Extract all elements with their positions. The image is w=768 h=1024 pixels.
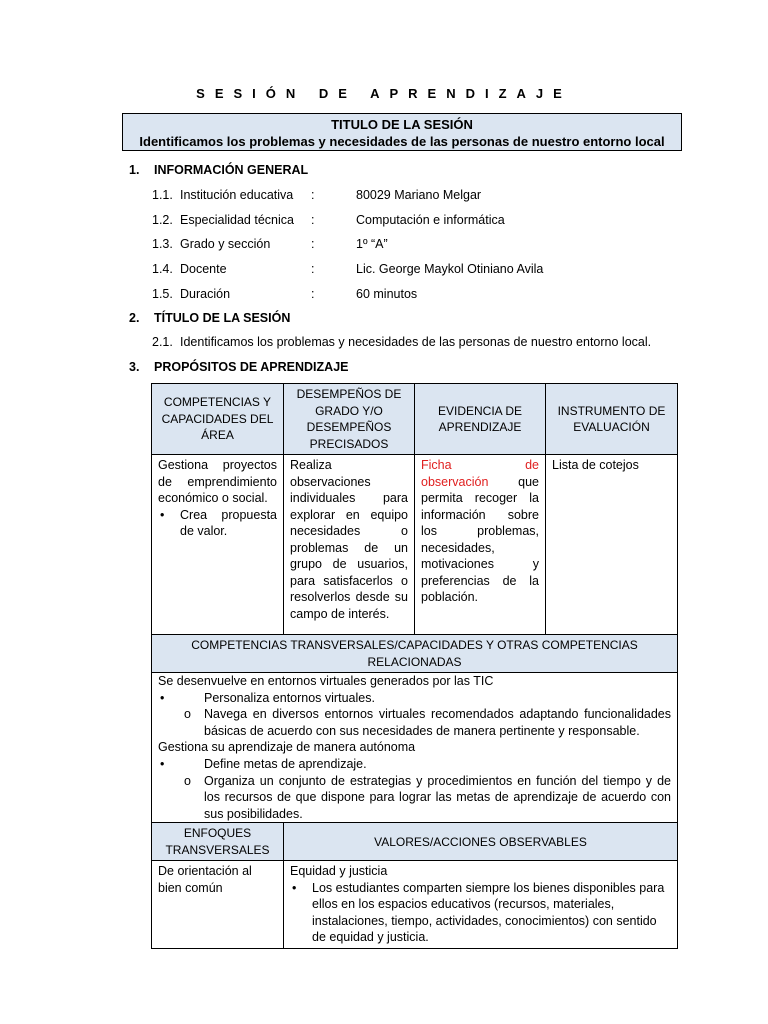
header-desempenos: DESEMPEÑOS DE GRADO Y/O DESEMPEÑOS PRECISADOS [284, 384, 415, 455]
info-label: Docente [180, 262, 227, 276]
info-colon: : [311, 213, 315, 227]
header-valores: VALORES/ACCIONES OBSERVABLES [284, 823, 678, 861]
cell-valores [284, 861, 678, 949]
info-value: 60 minutos [356, 287, 418, 301]
item-text: Identificamos los problemas y necesidades de las personas de nuestro entorno local. [180, 335, 652, 349]
cell-instrumento: Lista de cotejos [546, 455, 678, 635]
info-number: 1.4. [152, 262, 173, 276]
info-label: Duración [180, 287, 231, 301]
page-title: SESIÓN DE APRENDIZAJE [196, 86, 572, 101]
session-title-text: Identificamos los problemas y necesidades de las personas de nuestro entorno local [139, 134, 665, 149]
transversal-desempeno-1: o Navega en diversos entornos virtuales recomendados adaptando funcionalidades básicas de acuerdo con sus necesidades de manera pertinente y responsable. [158, 706, 671, 739]
header-competencias: COMPETENCIAS Y CAPACIDADES DEL ÁREA [152, 384, 284, 455]
info-colon: : [311, 188, 315, 202]
info-colon: : [311, 237, 315, 251]
transversal-header-row [152, 635, 678, 673]
evidencia-text: que permita recoger la información sobre los problemas, necesidades, motivaciones y preferencias de la población. [421, 474, 539, 604]
info-number: 1.1. [152, 188, 173, 202]
table-header-row [152, 384, 678, 455]
transversal-desempeno-2: o Organiza un conjunto de estrategias y procedimientos en función del tiempo y de los recursos de que dispone para lograr las metas de aprendizaje de acuerdo con sus posibilidades. [158, 773, 671, 823]
section-label: INFORMACIÓN GENERAL [154, 163, 309, 177]
section-number: 3. [129, 360, 140, 374]
header-instrumento: INSTRUMENTO DE EVALUACIÓN [546, 384, 678, 455]
session-title-box [122, 113, 682, 151]
evidencia-highlight: Ficha de observación [421, 458, 539, 489]
cell-transversales [152, 673, 678, 823]
header-transversales: COMPETENCIAS TRANSVERSALES/CAPACIDADES Y OTRAS COMPETENCIAS RELACIONADAS [152, 635, 678, 673]
info-number: 1.2. [152, 213, 173, 227]
info-value: Lic. George Maykol Otiniano Avila [356, 262, 544, 276]
header-enfoques: ENFOQUES TRANSVERSALES [152, 823, 284, 861]
transversal-competencia-2: Gestiona su aprendizaje de manera autónoma [158, 740, 416, 755]
competencia-text: Gestiona proyectos de emprendimiento económico o social. [158, 458, 277, 505]
info-value: 1º “A” [356, 237, 388, 251]
enfoques-row [152, 861, 678, 949]
section-number: 1. [129, 163, 140, 177]
table-row [152, 455, 678, 635]
accion-bullet: • Los estudiantes comparten siempre los bienes disponibles para ellos en los espacios educativos (recursos, materiales, instalaciones, tiempo, actividades, conocimientos) con sentido de equidad y justicia. [290, 880, 671, 946]
section-number: 2. [129, 311, 140, 325]
transversal-capacidad-1: • Personaliza entornos virtuales. [158, 690, 671, 707]
info-label: Especialidad técnica [180, 213, 294, 227]
header-evidencia: EVIDENCIA DE APRENDIZAJE [415, 384, 546, 455]
valor-title: Equidad y justicia [290, 864, 388, 879]
info-number: 1.3. [152, 237, 173, 251]
enfoques-header-row [152, 823, 678, 861]
info-label: Grado y sección [180, 237, 271, 251]
capacidad-bullet: • Crea propuesta de valor. [158, 507, 277, 540]
section-label: PROPÓSITOS DE APRENDIZAJE [154, 360, 349, 374]
item-number: 2.1. [152, 335, 173, 349]
cell-competencia [152, 455, 284, 635]
info-value: 80029 Mariano Melgar [356, 188, 482, 202]
transversal-competencia-1: Se desenvuelve en entornos virtuales generados por las TIC [158, 674, 494, 688]
info-value: Computación e informática [356, 213, 505, 227]
session-title-heading: TITULO DE LA SESIÓN [331, 117, 473, 132]
info-number: 1.5. [152, 287, 173, 301]
cell-desempeno: Realiza observaciones individuales para explorar en equipo necesidades o problemas de un grupo de usuarios, para satisfacerlos o resolverlos desde su campo de interés. [284, 455, 415, 635]
section-label: TÍTULO DE LA SESIÓN [154, 311, 291, 325]
info-label: Institución educativa [180, 188, 294, 202]
info-colon: : [311, 262, 315, 276]
cell-enfoque: De orientación al bien común [152, 861, 284, 949]
cell-evidencia [415, 455, 546, 635]
transversal-row [152, 673, 678, 823]
transversal-capacidad-2: • Define metas de aprendizaje. [158, 756, 671, 773]
purposes-table [151, 383, 678, 949]
info-colon: : [311, 287, 315, 301]
